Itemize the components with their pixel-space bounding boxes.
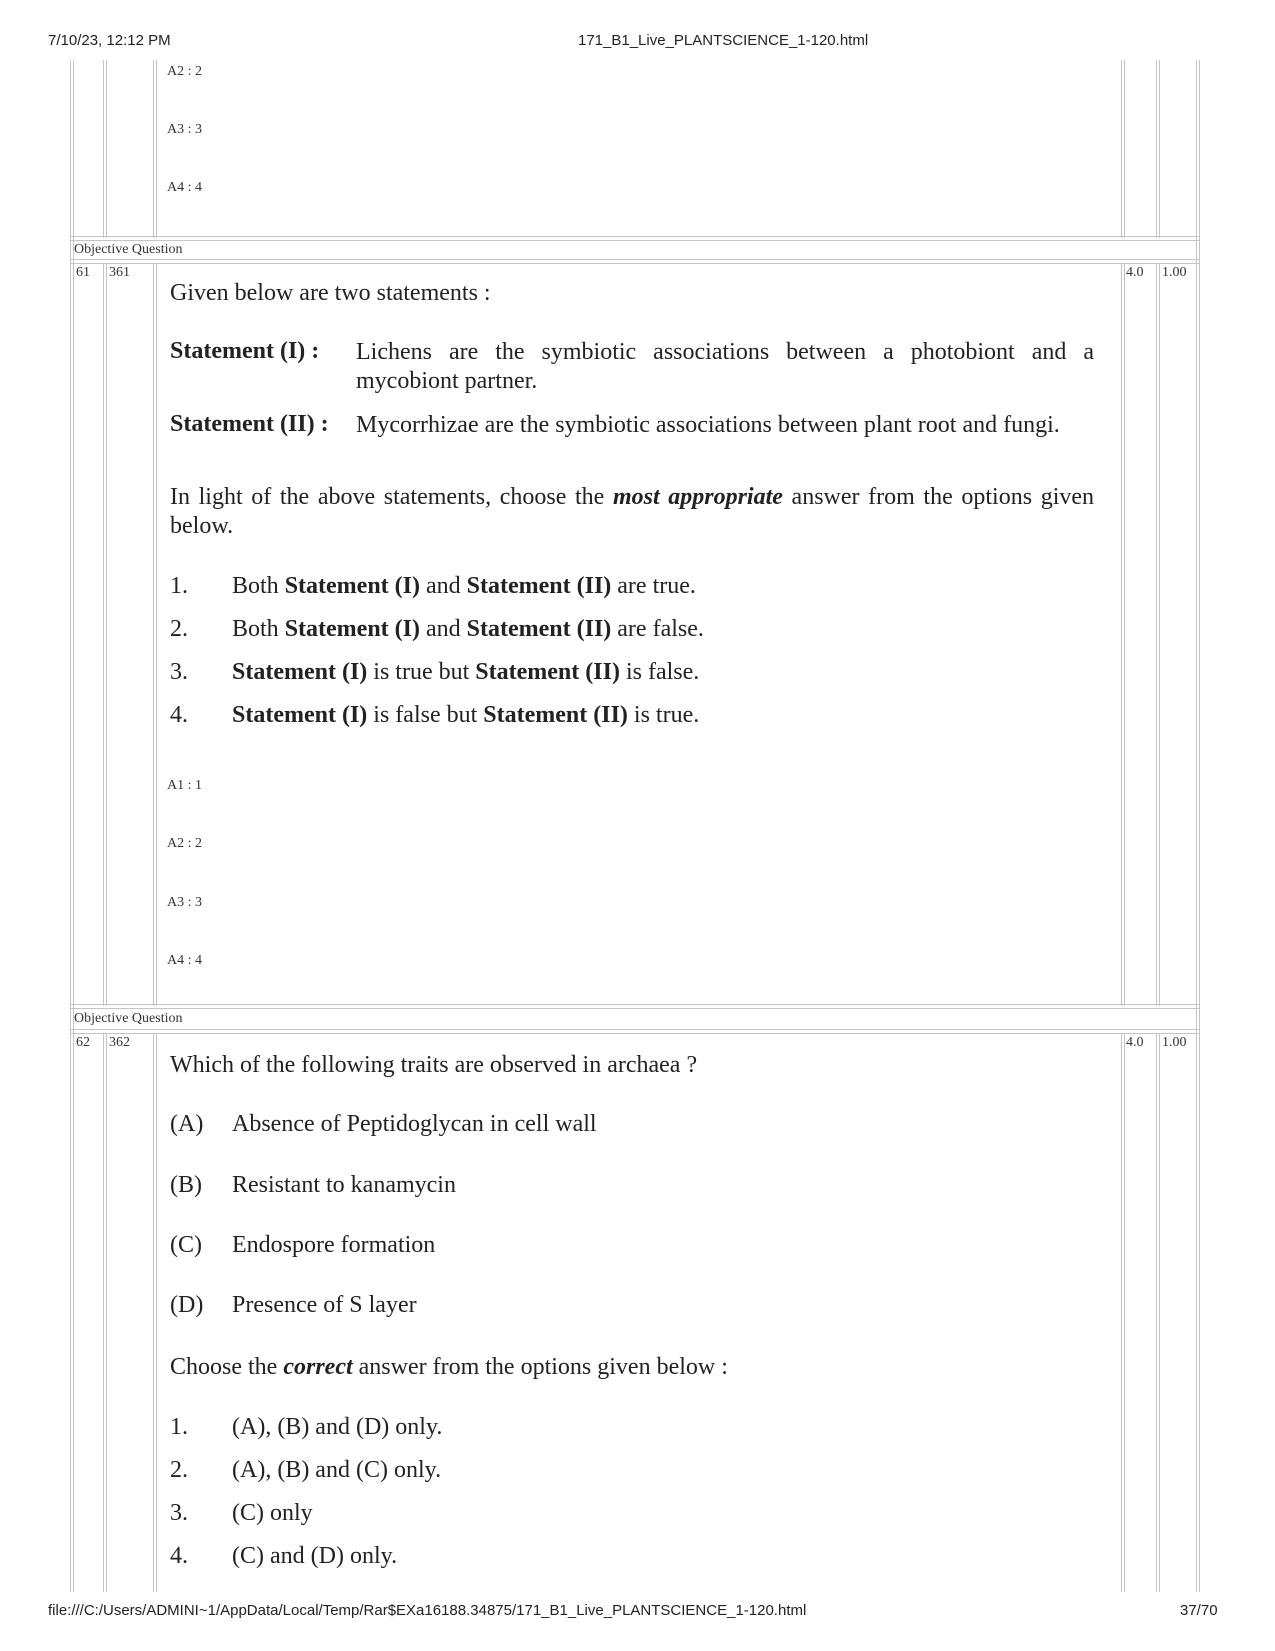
option-text: (C) only: [232, 1500, 313, 1526]
question-marks: 4.0: [1126, 1035, 1144, 1050]
statement-1-label: Statement (I) :: [170, 338, 320, 364]
question-negative-marks: 1.00: [1162, 1035, 1187, 1050]
item-label: (C): [170, 1232, 202, 1258]
print-page-number: 37/70: [1180, 1602, 1218, 1619]
statement-2-text: Mycorrhizae are the symbiotic associations between plant root and fungi.: [356, 412, 1060, 438]
item-text: Absence of Peptidoglycan in cell wall: [232, 1111, 597, 1137]
question-instruction: In light of the above statements, choose the most appropriate answer from the options given below.: [170, 484, 1095, 539]
print-datetime: 7/10/23, 12:12 PM: [48, 32, 171, 49]
item-label: (A): [170, 1111, 204, 1137]
option-text: (A), (B) and (C) only.: [232, 1457, 442, 1483]
option-number: 2.: [170, 616, 188, 642]
option-number: 4.: [170, 702, 188, 728]
answer-option: A2 : 2: [167, 836, 202, 851]
question-id: 361: [109, 265, 130, 280]
item-label: (D): [170, 1292, 204, 1318]
option-number: 1.: [170, 1414, 188, 1440]
question-text: Which of the following traits are observed in archaea ?: [170, 1052, 698, 1078]
prev-answer-option: A3 : 3: [167, 122, 202, 137]
item-text: Resistant to kanamycin: [232, 1172, 456, 1198]
option-number: 1.: [170, 573, 188, 599]
answer-option: A3 : 3: [167, 895, 202, 910]
question-type-label: Objective Question: [74, 1011, 183, 1026]
answer-option: A1 : 1: [167, 778, 202, 793]
answer-option: A4 : 4: [167, 953, 202, 968]
option-number: 2.: [170, 1457, 188, 1483]
item-text: Endospore formation: [232, 1232, 436, 1258]
option-2-text: Both Statement (I) and Statement (II) are false.: [232, 616, 704, 642]
option-3-text: Statement (I) is true but Statement (II) is false.: [232, 659, 700, 685]
option-text: (A), (B) and (D) only.: [232, 1414, 443, 1440]
option-number: 4.: [170, 1543, 188, 1569]
print-file-path: file:///C:/Users/ADMINI~1/AppData/Local/Temp/Rar$EXa16188.34875/171_B1_Live_PLANTSCIENCE_1-120.html: [48, 1602, 807, 1619]
question-serial-number: 61: [76, 265, 90, 280]
question-marks: 4.0: [1126, 265, 1144, 280]
statement-1-text: Lichens are the symbiotic associations between a photobiont and a mycobiont partner.: [356, 339, 1094, 394]
option-text: (C) and (D) only.: [232, 1543, 398, 1569]
question-instruction: Choose the correct answer from the options given below :: [170, 1354, 728, 1380]
question-intro: Given below are two statements :: [170, 280, 491, 306]
item-label: (B): [170, 1172, 202, 1198]
question-id: 362: [109, 1035, 130, 1050]
question-negative-marks: 1.00: [1162, 265, 1187, 280]
question-type-label: Objective Question: [74, 242, 183, 257]
option-number: 3.: [170, 1500, 188, 1526]
option-4-text: Statement (I) is false but Statement (II) is true.: [232, 702, 700, 728]
print-title: 171_B1_Live_PLANTSCIENCE_1-120.html: [578, 32, 869, 49]
question-serial-number: 62: [76, 1035, 90, 1050]
item-text: Presence of S layer: [232, 1292, 417, 1318]
option-number: 3.: [170, 659, 188, 685]
statement-2-label: Statement (II) :: [170, 411, 329, 437]
prev-answer-option: A2 : 2: [167, 64, 202, 79]
prev-answer-option: A4 : 4: [167, 180, 202, 195]
option-1-text: Both Statement (I) and Statement (II) are true.: [232, 573, 696, 599]
